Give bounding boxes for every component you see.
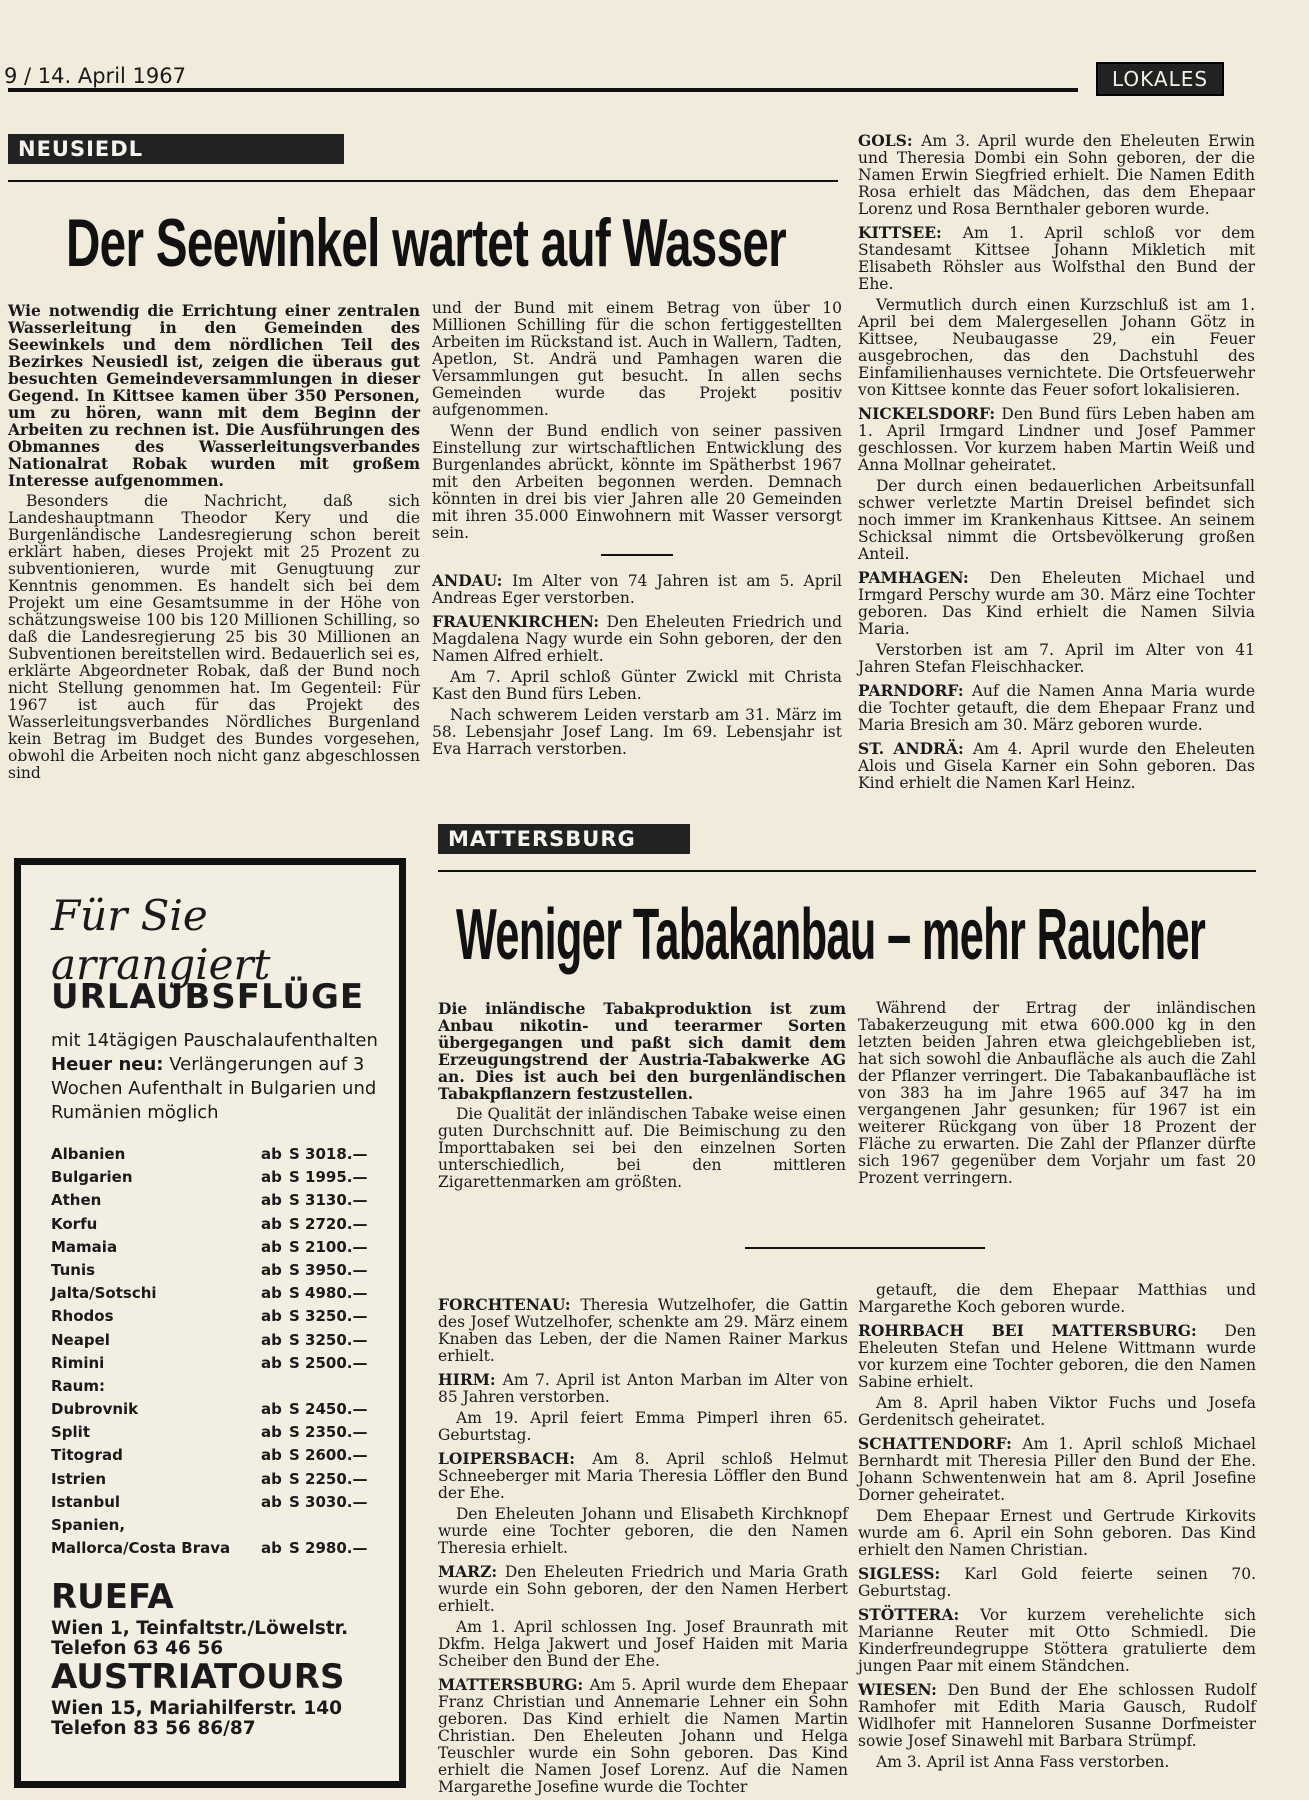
mattersburg-notes-col1 (438, 1290, 848, 1800)
price-value: S 2350.— (289, 1423, 368, 1442)
note-text: Am 8. April haben Viktor Fuchs und Josefa Gerdenitsch geheiratet. (858, 1394, 1256, 1429)
local-notes-list (858, 1282, 1256, 1771)
destination-name: Rimini (51, 1353, 105, 1372)
note-text: Vor kurzem verehelichte sich Marianne Reuter mit Otto Schmiedl. Die Kinderfreundegruppe Stöttera gratulierte dem jungen Paar mit einem Ständchen. (858, 1606, 1256, 1675)
local-note (438, 1371, 848, 1406)
note-text: Am 4. April wurde den Eheleuten Alois und Gisela Karner ein Sohn geboren. Das Kind erhielt die Namen Karl Heinz. (858, 740, 1256, 792)
destination-name: Tunis (51, 1260, 96, 1279)
note-text: Nach schwerem Leiden verstarb am 31. März im 58. Lebensjahr Josef Lang. Im 69. Lebensjahr ist Eva Harrach verstorben. (432, 706, 842, 758)
note-text: Am 3. April ist Anna Fass verstorben. (876, 1753, 1170, 1771)
sponsor-phone: Telefon 83 56 86/87 (51, 1718, 256, 1739)
note-text: Am 5. April wurde dem Ehepaar Franz Christian und Annemarie Lehner ein Sohn geboren. Das Kind erhielt die Namen Martin Christian. Den Eheleuten Johann und Helga Teuschler wurde ein Sohn geboren. Das Kind erhielt die Namen Josef Lorenz. Auf die Namen Margarethe Josefine wurde die Tochter (438, 1676, 848, 1796)
article-mattersburg-col2 (858, 1000, 1256, 1191)
price-prefix: ab (261, 1284, 282, 1303)
local-note (438, 1410, 848, 1444)
destination-name: Rhodos (51, 1307, 114, 1326)
destination-name: Split (51, 1423, 90, 1442)
price-row (51, 1423, 381, 1446)
ad-text (51, 1029, 381, 1125)
place-name: LOIPERSBACH: (438, 1449, 593, 1468)
local-note (438, 1506, 848, 1557)
article-paragraph: Besonders die Nachricht, daß sich Landeshauptmann Theodor Kery und die Burgenländische Landesregierung schon bereit erklärt haben, dieses Projekt mit 25 Prozent zu subventionieren, wurde mit Genugtuung zur Kenntnis genommen. Es handelt sich bei dem Projekt um eine Gesamtsumme in der Höhe von schätzungsweise 100 bis 120 Millionen Schilling, so daß die Landesregierung 25 bis 30 Millionen an Subventionen bereitstellen wird. Bedauerlich sei es, erklärte Abgeordneter Robak, daß der Bund noch nicht Stellung genommen hat. Im Gegenteil: Für 1967 ist auch für das Projekt des Wasserleitungsverbandes Nördliches Burgenland kein Betrag im Budget des Bundes vorgesehen, obwohl die Arbeiten noch nicht ganz abgeschlossen sind (8, 492, 420, 782)
local-note (438, 1563, 848, 1615)
price-prefix: ab (261, 1260, 282, 1279)
destination-name: Mallorca/Costa Brava (51, 1539, 231, 1558)
place-name: ST. ANDRÄ: (858, 739, 973, 758)
destination-name: Titograd (51, 1446, 123, 1465)
sponsor-austriatours: AUSTRIATOURS (51, 1657, 345, 1697)
local-note (858, 1322, 1256, 1391)
local-note (432, 613, 842, 665)
note-text: Den Bund der Ehe schlossen Rudolf Ramhofer mit Edith Maria Gausch, Rudolf Widlhofer mit Hanneloren Susanne Dorfmeister sowie Josef Sinawehl mit Barbara Strümpf. (858, 1681, 1257, 1750)
place-name: KITTSEE: (858, 223, 963, 242)
local-notes-list (858, 132, 1255, 792)
headline-mattersburg: Weniger Tabakanbau – mehr Raucher (456, 895, 1206, 975)
destination-name: Istanbul (51, 1492, 121, 1511)
note-text: Am 1. April schloß Michael Bernhardt mit Theresia Piller den Bund der Ehe. Johann Schwentenwein hat am 8. April Josefine Dorner geheiratet. (858, 1435, 1256, 1504)
note-text: Den Eheleuten Johann und Elisabeth Kirchknopf wurde eine Tochter geboren, die den Namen Theresia erhielt. (438, 1505, 848, 1557)
sponsor-ruefa: RUEFA (51, 1577, 174, 1617)
price-value: S 3950.— (289, 1260, 368, 1279)
price-prefix: ab (261, 1423, 282, 1442)
local-notes-list (432, 572, 842, 758)
local-note (858, 1565, 1256, 1600)
price-row (51, 1261, 381, 1284)
note-text: Dem Ehepaar Ernest und Gertrude Kirkovits wurde am 6. April ein Sohn geboren. Das Kind erhielt den Namen Christian. (858, 1507, 1256, 1559)
place-name: PARNDORF: (858, 681, 972, 700)
note-text: Den Eheleuten Friedrich und Magdalena Nagy wurde ein Sohn geboren, der den Namen Alfred erhielt. (432, 613, 843, 665)
price-table (51, 1145, 381, 1562)
note-text: Verstorben ist am 7. April im Alter von 41 Jahren Stefan Fleischhacker. (858, 641, 1255, 676)
price-prefix: ab (261, 1191, 282, 1210)
sponsor-address: Wien 1, Teinfaltstr./Löwelstr. (51, 1618, 349, 1639)
destination-name: Mamaia (51, 1237, 118, 1256)
section-label-mattersburg: MATTERSBURG (438, 824, 690, 854)
note-text: Am 8. April schloß Helmut Schneeberger mit Maria Theresia Löffler den Bund der Ehe. (438, 1450, 849, 1502)
destination-name: Istrien (51, 1469, 107, 1488)
sponsor-address: Wien 15, Mariahilferstr. 140 (51, 1698, 342, 1719)
separator (601, 554, 673, 556)
destination-name: Raum: (51, 1376, 105, 1395)
price-value: S 2600.— (289, 1446, 368, 1465)
price-prefix: ab (261, 1237, 282, 1256)
article-neusiedl-col1 (8, 302, 420, 786)
price-row (51, 1145, 381, 1168)
local-note (858, 1606, 1256, 1675)
note-text: Am 3. April wurde den Eheleuten Erwin und Theresia Dombi ein Sohn geboren, der die Namen Erwin Siegfried erhielt. Die Namen Edith Rosa erhielt das Mädchen, das dem Ehepaar Lorenz und Rosa Bernthaler geboren wurde. (858, 132, 1255, 218)
destination-name: Bulgarien (51, 1168, 133, 1187)
local-note (858, 1395, 1256, 1429)
note-text: Vermutlich durch einen Kurzschluß ist am 1. April bei dem Malergesellen Johann Götz in Kittsee, Neubaugasse 29, ein Feuer ausgebrochen, das den Dachstuhl des Einfamilienhauses vernichtete. Die Ortsfeuerwehr von Kittsee konnte das Feuer sofort lokalisieren. (858, 296, 1255, 399)
price-value: S 1995.— (289, 1168, 368, 1187)
price-prefix: ab (261, 1492, 282, 1511)
local-note (438, 1296, 848, 1365)
ad-line: mit 14tägigen Pauschalaufenthalten (51, 1030, 378, 1051)
ad-title: URLAUBSFLÜGE (51, 977, 365, 1017)
note-text: Auf die Namen Anna Maria wurde die Tochter getauft, die dem Ehepaar Franz und Maria Bresich am 30. März geboren wurde. (858, 682, 1255, 734)
article-mattersburg-col1 (438, 1000, 846, 1195)
separator (745, 1247, 985, 1249)
note-text: Am 19. April feiert Emma Pimperl ihren 65. Geburtstag. (438, 1409, 848, 1444)
price-row (51, 1516, 381, 1539)
place-name: FRAUENKIRCHEN: (432, 612, 607, 631)
destination-name: Neapel (51, 1330, 110, 1349)
price-row (51, 1470, 381, 1493)
local-note (858, 405, 1255, 474)
price-prefix: ab (261, 1353, 282, 1372)
note-text: Theresia Wutzelhofer, die Gattin des Josef Wutzelhofer, schenkte am 29. März einem Knaben das Leben, der die Namen Rainer Markus erhielt. (438, 1296, 848, 1365)
place-name: ROHRBACH BEI MATTERSBURG: (858, 1321, 1225, 1340)
price-row (51, 1238, 381, 1261)
price-row (51, 1191, 381, 1214)
price-value: S 4980.— (289, 1284, 368, 1303)
price-prefix: ab (261, 1400, 282, 1419)
local-note (858, 297, 1255, 399)
headline-neusiedl: Der Seewinkel wartet auf Wasser (66, 205, 786, 281)
price-row (51, 1331, 381, 1354)
price-row (51, 1284, 381, 1307)
note-text: Den Eheleuten Friedrich und Maria Grath wurde ein Sohn geboren, der den Namen Herbert erhielt. (438, 1563, 848, 1615)
price-row (51, 1215, 381, 1238)
note-text: Am 7. April schloß Günter Zwickl mit Christa Kast den Bund fürs Leben. (432, 668, 842, 703)
place-name: MARZ: (438, 1562, 505, 1581)
note-text: Den Eheleuten Michael und Irmgard Perschy wurde am 30. März eine Tochter geboren. Das Kind erhielt die Namen Silvia Maria. (858, 569, 1255, 638)
note-text: Den Bund fürs Leben haben am 1. April Irmgard Lindner und Josef Pammer geschlossen. Vor kurzem haben Martin Weiß und Anna Mollnar geheiratet. (858, 405, 1255, 474)
note-text: Am 7. April ist Anton Marban im Alter von 85 Jahren verstorben. (438, 1371, 848, 1406)
price-value: S 2980.— (289, 1539, 368, 1558)
local-note (858, 1508, 1256, 1559)
note-text: Den Eheleuten Stefan und Helene Wittmann wurde vor kurzem eine Tochter geboren, die den Namen Sabine erhielt. (858, 1322, 1256, 1391)
price-value: S 3130.— (289, 1191, 368, 1210)
article-neusiedl-col2 (432, 300, 842, 762)
place-name: PAMHAGEN: (858, 568, 990, 587)
destination-name: Athen (51, 1191, 102, 1210)
note-text: Karl Gold feierte seinen 70. Geburtstag. (858, 1565, 1256, 1600)
price-row (51, 1493, 381, 1516)
price-row (51, 1168, 381, 1191)
section-rule (8, 180, 838, 182)
rubric-label: LOKALES (1096, 62, 1224, 96)
travel-advertisement (14, 858, 406, 1788)
price-row (51, 1307, 381, 1330)
local-note (438, 1450, 848, 1502)
destination-name: Jalta/Sotschi (51, 1284, 157, 1303)
ad-script-title: Für Sie arrangiert (51, 891, 271, 989)
price-value: S 3030.— (289, 1492, 368, 1511)
price-value: S 3250.— (289, 1330, 368, 1349)
article-lead: Die inländische Tabakproduktion ist zum Anbau nikotin- und teerarmer Sorten übergegangen und paßt sich damit dem Erzeugungstrend der Austria-Tabakwerke AG an. Dies ist auch bei den burgenländischen Tabakpflanzern festzustellen. (438, 999, 846, 1103)
article-paragraph: Die Qualität der inländischen Tabake weise einen guten Durchschnitt auf. Die Beimischung zu den Importtabaken sei bei den einzelnen Sorten unterschiedlich, bei den mittleren Zigarettenmarken am größten. (438, 1105, 846, 1191)
price-row (51, 1354, 381, 1377)
ad-line-rest: Verlängerungen auf 3 Wochen Aufenthalt in Bulgarien und Rumänien möglich (51, 1054, 377, 1123)
section-label-neusiedl: NEUSIEDL (8, 134, 344, 164)
ad-highlight: Heuer neu: (51, 1054, 164, 1075)
local-note (438, 1676, 848, 1796)
mattersburg-notes-col2 (858, 1282, 1256, 1775)
price-prefix: ab (261, 1307, 282, 1326)
place-name: SIGLESS: (858, 1564, 965, 1583)
article-neusiedl-col3 (858, 126, 1255, 796)
place-name: GOLS: (858, 131, 922, 150)
local-note (858, 224, 1255, 293)
price-prefix: ab (261, 1539, 282, 1558)
local-note (858, 642, 1255, 676)
local-note (858, 1282, 1256, 1316)
place-name: NICKELSDORF: (858, 404, 1002, 423)
section-rule (438, 870, 1256, 872)
article-paragraph: Wenn der Bund endlich von seiner passiven Einstellung zur wirtschaftlichen Entwicklung des Burgenlandes abrückt, könnte im Spätherbst 1967 mit den Arbeiten begonnen werden. Demnach könnten in drei bis vier Jahren alle 20 Gemeinden mit ihren 35.000 Einwohnern mit Wasser versorgt sein. (432, 422, 842, 542)
price-row (51, 1400, 381, 1423)
note-text: getauft, die dem Ehepaar Matthias und Margarethe Koch geboren wurde. (858, 1281, 1256, 1316)
price-row (51, 1377, 381, 1400)
header-rule (8, 88, 1078, 92)
price-prefix: ab (261, 1214, 282, 1233)
price-row (51, 1539, 381, 1562)
local-note (858, 478, 1255, 563)
note-text: Am 1. April schloß vor dem Standesamt Kittsee Johann Mikletich mit Elisabeth Röhsler aus Wolfsthal den Bund der Ehe. (858, 224, 1255, 293)
destination-name: Albanien (51, 1145, 126, 1163)
destination-name: Spanien, (51, 1516, 126, 1534)
local-note (858, 1681, 1256, 1750)
article-paragraph: Während der Ertrag der inländischen Tabakerzeugung mit etwa 600.000 kg in den letzten beiden Jahren etwa gleichgeblieben ist, hat sich sowohl die Anbaufläche als auch die Zahl der Pflanzer verringert. Die Tabakanbaufläche ist von 383 ha im Jahre 1965 auf 347 ha im vergangenen Jahr gesunken; für 1967 ist ein weiterer Rückgang von über 18 Prozent der Fläche zu erwarten. Die Zahl der Pflanzer dürfte sich 1967 gegenüber dem Vorjahr um fast 20 Prozent verringern. (858, 999, 1256, 1187)
place-name: FORCHTENAU: (438, 1295, 581, 1314)
price-value: S 2250.— (289, 1469, 368, 1488)
local-note (858, 740, 1255, 792)
price-value: S 3018.— (289, 1145, 368, 1163)
sponsor-phone: Telefon 63 46 56 (51, 1638, 224, 1659)
destination-name: Korfu (51, 1214, 98, 1233)
local-notes-list (438, 1296, 848, 1796)
note-text: Im Alter von 74 Jahren ist am 5. April Andreas Eger verstorben. (432, 572, 842, 607)
price-prefix: ab (261, 1145, 282, 1163)
place-name: HIRM: (438, 1370, 503, 1389)
place-name: WIESEN: (858, 1680, 948, 1699)
local-note (858, 569, 1255, 638)
local-note (432, 669, 842, 703)
price-prefix: ab (261, 1446, 282, 1465)
price-prefix: ab (261, 1330, 282, 1349)
price-value: S 2720.— (289, 1214, 368, 1233)
price-value: S 2450.— (289, 1400, 368, 1419)
destination-name: Dubrovnik (51, 1400, 139, 1419)
place-name: ANDAU: (432, 571, 513, 590)
price-prefix: ab (261, 1469, 282, 1488)
price-value: S 2100.— (289, 1237, 368, 1256)
price-value: S 2500.— (289, 1353, 368, 1372)
note-text: Am 1. April schlossen Ing. Josef Braunrath mit Dkfm. Helga Jakwert und Josef Haiden mit Maria Scheiber den Bund der Ehe. (438, 1618, 848, 1670)
local-note (858, 1754, 1256, 1771)
local-note (432, 572, 842, 607)
note-text: Der durch einen bedauerlichen Arbeitsunfall schwer verletzte Martin Dreisel befindet sich noch immer im Krankenhaus Kittsee. An seinem Schicksal nimmt die Ortsbevölkerung großen Anteil. (858, 477, 1255, 563)
price-prefix: ab (261, 1168, 282, 1187)
page-info: 9 / 14. April 1967 (4, 64, 186, 88)
local-note (858, 1435, 1256, 1504)
place-name: SCHATTENDORF: (858, 1434, 1023, 1453)
place-name: MATTERSBURG: (438, 1675, 590, 1694)
local-note (858, 682, 1255, 734)
local-note (432, 707, 842, 758)
price-value: S 3250.— (289, 1307, 368, 1326)
ad-line (51, 1053, 381, 1125)
place-name: STÖTTERA: (858, 1605, 981, 1624)
local-note (438, 1619, 848, 1670)
price-row (51, 1446, 381, 1469)
article-paragraph: und der Bund mit einem Betrag von über 10 Millionen Schilling für die schon fertiggestellten Arbeiten im Rückstand ist. Auch in Wallern, Tadten, Apetlon, St. Andrä und Pamhagen waren die Versammlungen gut besucht. In allen sechs Gemeinden wurde das Projekt positiv aufgenommen. (432, 299, 842, 419)
local-note (858, 132, 1255, 218)
article-lead: Wie notwendig die Errichtung einer zentralen Wasserleitung in den Gemeinden des Seewinkels und dem nördlichen Teil des Bezirkes Neusiedl ist, zeigen die überaus gut besuchten Gemeindeversammlungen in dieser Gegend. In Kittsee kamen über 350 Personen, um zu hören, wann mit dem Beginn der Arbeiten zu rechnen ist. Die Ausführungen des Obmannes des Wasserleitungsverbandes Nationalrat Robak wurden mit großem Interesse aufgenommen. (8, 301, 420, 490)
